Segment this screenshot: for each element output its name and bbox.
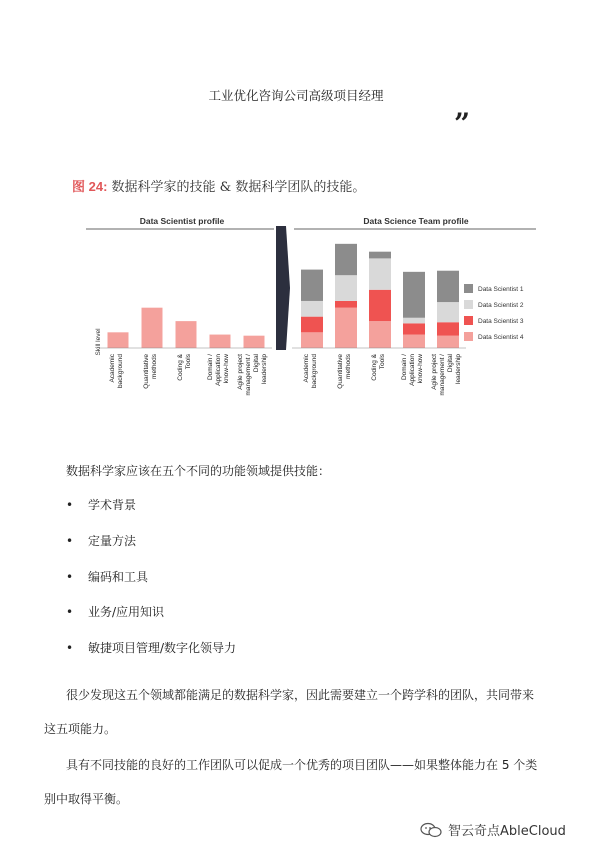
- stacked-bar-segment: [403, 323, 425, 334]
- bar: [108, 332, 129, 348]
- left-x-tick-labels: [109, 353, 268, 395]
- bar: [244, 336, 265, 348]
- right-x-tick-labels: [303, 353, 462, 395]
- x-tick-label: Agile projectmanagement /Digitalleadership: [237, 354, 268, 396]
- legend-label: Data Scientist 3: [478, 318, 524, 325]
- legend-swatch: [464, 316, 473, 325]
- bar: [210, 335, 231, 348]
- stacked-bar-segment: [335, 244, 357, 275]
- legend-label: Data Scientist 2: [478, 302, 524, 309]
- stacked-bar-segment: [437, 336, 459, 348]
- paragraph-2: 具有不同技能的良好的工作团队可以促成一个优秀的项目团队——如果整体能力在 5 个类别中取得平衡。: [44, 758, 538, 806]
- legend: [464, 284, 524, 341]
- x-tick-label: Academicbackground: [109, 354, 124, 388]
- list-item: [66, 603, 164, 620]
- stacked-bar-segment: [369, 252, 391, 259]
- list-item: [66, 496, 136, 513]
- x-tick-label: Domain /Applicationknow-how: [401, 354, 424, 386]
- legend-label: Data Scientist 4: [478, 334, 524, 341]
- stacked-bar-segment: [403, 318, 425, 324]
- x-tick-label: Coding &Tools: [371, 354, 386, 381]
- bullet-dot: •: [66, 570, 74, 584]
- wechat-icon: [420, 822, 442, 838]
- left-chart-bars: [108, 308, 265, 348]
- stacked-bar-segment: [403, 335, 425, 348]
- stacked-bar-segment: [369, 258, 391, 289]
- list-item-text: 业务/应用知识: [88, 605, 165, 619]
- left-y-axis-label: Skill level: [95, 328, 102, 356]
- paragraph-1: 很少发现这五个领域都能满足的数据科学家，因此需要建立一个跨学科的团队，共同带来这五项能力。: [44, 688, 535, 736]
- bullet-dot: •: [66, 498, 74, 512]
- stacked-bar-segment: [437, 302, 459, 322]
- stacked-bar-segment: [335, 275, 357, 301]
- bullet-dot: •: [66, 534, 74, 548]
- skill-profile-charts: [86, 210, 546, 450]
- intro-text: 数据科学家应该在五个不同的功能领域提供技能：: [66, 464, 331, 478]
- stacked-bar-segment: [437, 271, 459, 302]
- list-item-text: 编码和工具: [88, 570, 149, 584]
- stacked-bar-segment: [335, 308, 357, 348]
- stacked-bar-segment: [301, 301, 323, 317]
- bullet-dot: •: [66, 605, 74, 619]
- bullet-dot: •: [66, 641, 74, 655]
- figure-charts: [86, 210, 546, 450]
- legend-swatch: [464, 332, 473, 341]
- arrow-divider: [276, 226, 290, 350]
- footer-brand: [420, 820, 566, 839]
- x-tick-label: Domain /Applicationknow-how: [207, 354, 230, 386]
- figure-number: 图 24:: [72, 179, 108, 194]
- footer-brand-text: 智云奇点AbleCloud: [448, 824, 566, 839]
- stacked-bar-segment: [403, 272, 425, 318]
- legend-swatch: [464, 300, 473, 309]
- list-item-text: 学术背景: [88, 498, 137, 512]
- list-item-text: 定量方法: [88, 534, 137, 548]
- left-chart-title: Data Scientist profile: [139, 216, 225, 226]
- legend-swatch: [464, 284, 473, 293]
- list-item: [66, 639, 236, 656]
- stacked-bar-segment: [301, 317, 323, 333]
- figure-caption-text: 数据科学家的技能 & 数据科学团队的技能。: [107, 180, 366, 195]
- stacked-bar-segment: [335, 301, 357, 308]
- figure-caption: [72, 176, 365, 195]
- right-chart-bars: [301, 244, 459, 348]
- x-tick-label: Quantitativemethods: [143, 354, 158, 389]
- stacked-bar-segment: [437, 322, 459, 335]
- list-item: [66, 532, 136, 549]
- stacked-bar-segment: [301, 270, 323, 301]
- legend-label: Data Scientist 1: [478, 286, 524, 293]
- x-tick-label: Coding &Tools: [177, 354, 192, 381]
- list-item: [66, 568, 148, 585]
- list-item-text: 敏捷项目管理/数字化领导力: [88, 641, 237, 655]
- stacked-bar-segment: [369, 321, 391, 348]
- bar: [142, 308, 163, 348]
- bar: [176, 321, 197, 348]
- x-tick-label: Quantitativemethods: [337, 354, 352, 389]
- stacked-bar-segment: [301, 332, 323, 348]
- closing-quote-mark: ”: [454, 107, 471, 140]
- x-tick-label: Agile projectmanagement /Digitalleadership: [431, 354, 462, 396]
- right-chart-title: Data Science Team profile: [363, 216, 469, 226]
- subtitle: 工业优化咨询公司高级项目经理: [208, 88, 384, 103]
- stacked-bar-segment: [369, 290, 391, 321]
- x-tick-label: Academicbackground: [303, 354, 318, 388]
